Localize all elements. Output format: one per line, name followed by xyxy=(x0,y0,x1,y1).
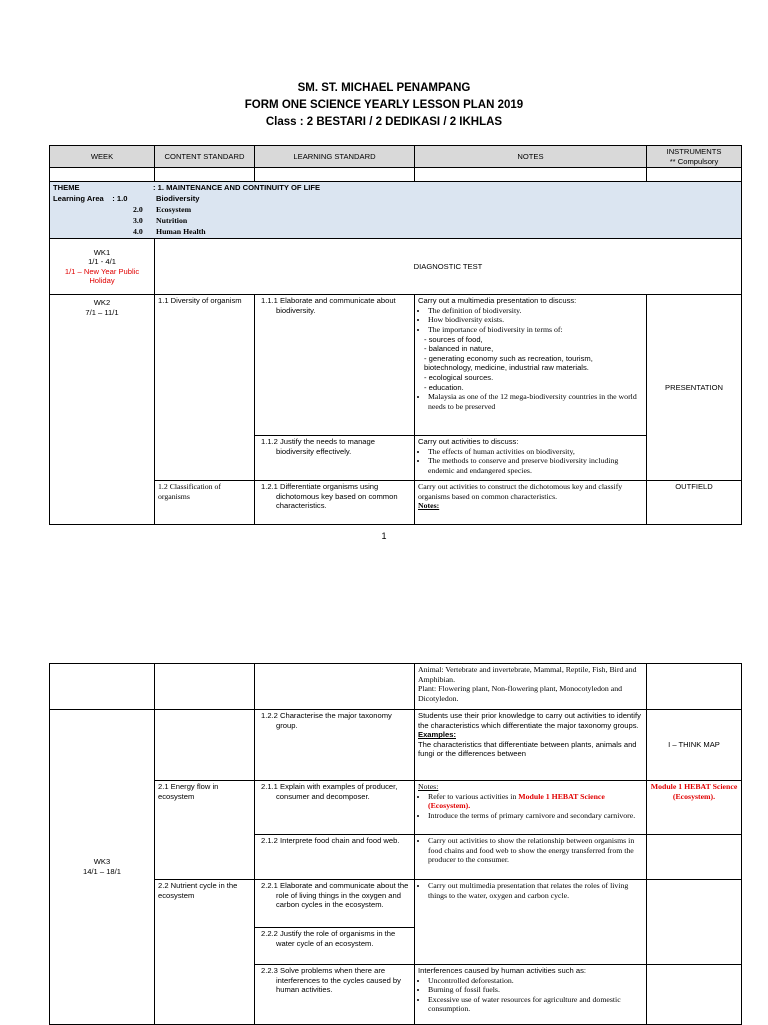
wk2-cell: WK2 7/1 – 11/1 xyxy=(50,295,155,525)
area-1: Biodiversity xyxy=(156,194,200,204)
content-1-1: 1.1 Diversity of organism xyxy=(155,295,255,481)
instr-ithink-map: I – THINK MAP xyxy=(647,710,742,781)
notes-taxonomy-continued: Animal: Vertebrate and invertebrate, Mammal, Reptile, Fish, Bird and Amphibian. Plant: Flowering plant, Non-flowering plant, Monocotyledon and Dicotyledon. xyxy=(415,664,647,710)
school-name: SM. ST. MICHAEL PENAMPANG xyxy=(297,82,471,94)
col-week: WEEK xyxy=(50,146,155,168)
theme-label: THEME xyxy=(53,183,80,193)
holiday-note: 1/1 – New Year Public Holiday xyxy=(64,266,140,286)
wk3-cell: WK3 14/1 – 18/1 xyxy=(50,710,155,1025)
ls-1-2-1: 1.2.1 Differentiate organisms using dichotomous key based on common characteristics. xyxy=(255,481,415,525)
notes-1-1-2: Carry out activities to discuss: • The effects of human activities on biodiversity, • The methods to conserve and preserve biodiversity including endemic and endangered species. xyxy=(415,436,647,481)
instr-hebat-module: Module 1 HEBAT Science (Ecosystem). xyxy=(647,781,742,835)
plan-title: FORM ONE SCIENCE YEARLY LESSON PLAN 2019 xyxy=(244,99,524,111)
area-3-num: 3.0 xyxy=(133,216,143,226)
notes-2-1-1: Notes: • Refer to various activities in Module 1 HEBAT Science (Ecosystem). • Introduce the terms of primary carnivore and secondary carnivore. xyxy=(415,781,647,835)
notes-1-2-2: Students use their prior knowledge to carry out activities to identify the characteristics which differentiate the major taxonomy groups. Examples: The characteristics that differentiate between plants, animals and fungi or the differences between xyxy=(415,710,647,781)
theme-block xyxy=(50,182,742,239)
col-content-standard: CONTENT STANDARD xyxy=(155,146,255,168)
theme-value: : 1. MAINTENANCE AND CONTINUITY OF LIFE xyxy=(153,183,321,193)
wk1-cell: WK1 1/1 - 4/1 1/1 – New Year Public Holiday xyxy=(50,239,155,295)
notes-2-1-2: • Carry out activities to show the relationship between organisms in food chains and food web to show the energy transferred from the producer to the consumer. xyxy=(415,835,647,880)
diagnostic-test: DIAGNOSTIC TEST xyxy=(155,239,742,295)
content-2-2: 2.2 Nutrient cycle in the ecosystem xyxy=(155,880,255,1025)
col-notes: NOTES xyxy=(415,146,647,168)
area-3: Nutrition xyxy=(156,216,188,226)
ls-2-1-2: 2.1.2 Interprete food chain and food web. xyxy=(255,835,415,880)
notes-2-2-1: • Carry out multimedia presentation that relates the roles of living things to the water, oxygen and carbon cycle. xyxy=(415,880,647,965)
notes-1-2-1: Carry out activities to construct the dichotomous key and classify organisms based on common characteristics. Notes: xyxy=(415,481,647,525)
ls-2-1-1: 2.1.1 Explain with examples of producer, consumer and decomposer. xyxy=(255,781,415,835)
col-learning-standard: LEARNING STANDARD xyxy=(255,146,415,168)
ls-1-1-1: 1.1.1 Elaborate and communicate about biodiversity. xyxy=(255,295,415,436)
col-instruments: INSTRUMENTS ** Compulsory xyxy=(647,146,742,168)
ls-1-2-2: 1.2.2 Characterise the major taxonomy group. xyxy=(255,710,415,781)
lesson-plan-table-page1 xyxy=(49,145,742,525)
ls-1-1-2: 1.1.2 Justify the needs to manage biodiversity effectively. xyxy=(255,436,415,481)
area-2: Ecosystem xyxy=(156,205,192,215)
area-4: Human Health xyxy=(156,227,206,237)
ls-2-2-1: 2.2.1 Elaborate and communicate about the role of living things in the oxygen and carbon cycles in the ecosystem. xyxy=(255,880,415,928)
ls-2-2-3: 2.2.3 Solve problems when there are interferences to the cycles caused by human activities. xyxy=(255,965,415,1025)
lesson-plan-table-page2 xyxy=(49,663,742,1025)
area-4-num: 4.0 xyxy=(133,227,143,237)
area-2-num: 2.0 xyxy=(133,205,143,215)
page-number: 1 xyxy=(381,531,387,541)
notes-1-1-1: Carry out a multimedia presentation to discuss: • The definition of biodiversity. • How biodiversity exists. • The importance of biodiversity in terms of: - sources of food, - balanced in nature, - generating economy such as recreation, tourism, biotechnology, medicine, industrial raw materials. - ecological sources. - education. • Malaysia as one of the 12 mega-biodiversity countries in the world needs to be preserved xyxy=(415,295,647,436)
instr-presentation: PRESENTATION xyxy=(647,295,742,481)
ls-2-2-2: 2.2.2 Justify the role of organisms in the water cycle of an ecosystem. xyxy=(255,928,415,965)
notes-2-2-3: Interferences caused by human activities such as: • Uncontrolled deforestation. • Burning of fossil fuels. • Excessive use of water resources for agriculture and domestic consumption. xyxy=(415,965,647,1025)
content-1-2: 1.2 Classification of organisms xyxy=(155,481,255,525)
learning-area-label: Learning Area : 1.0 xyxy=(53,194,128,204)
content-2-1: 2.1 Energy flow in ecosystem xyxy=(155,781,255,880)
instr-outfield: OUTFIELD xyxy=(647,481,742,525)
class-line: Class : 2 BESTARI / 2 DEDIKASI / 2 IKHLAS xyxy=(265,116,503,128)
